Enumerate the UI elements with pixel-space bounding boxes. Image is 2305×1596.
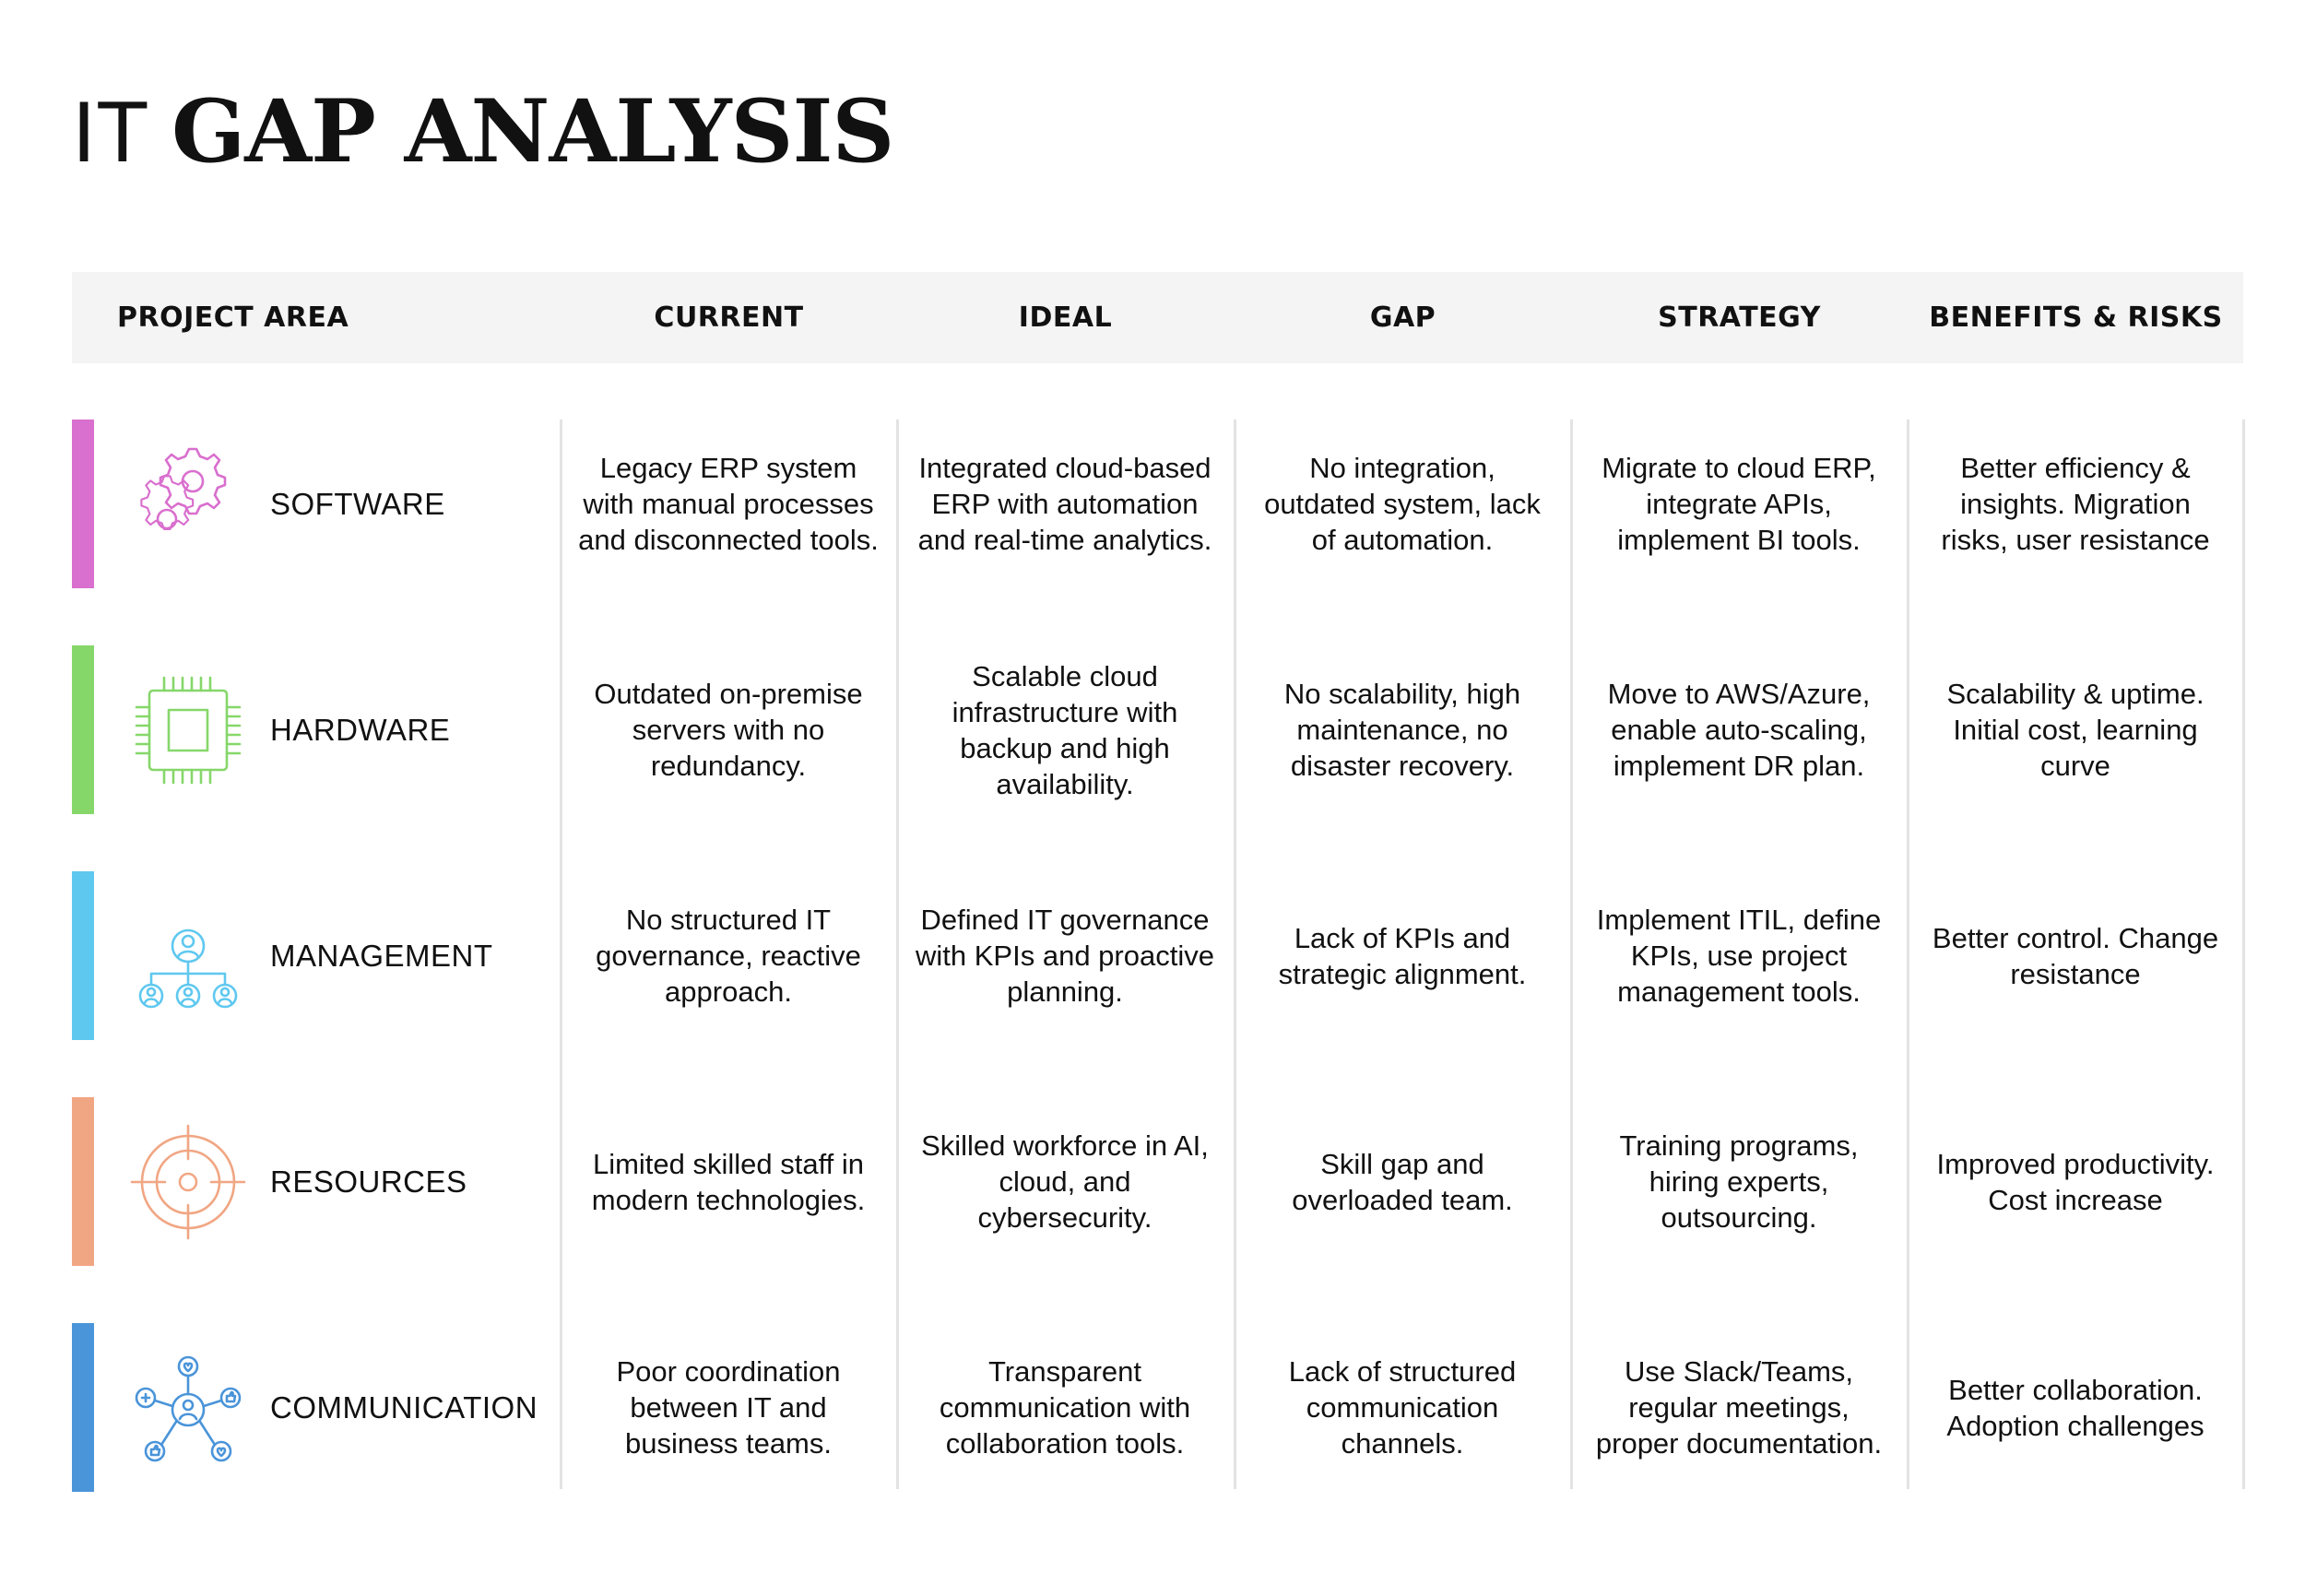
cell-ideal — [913, 420, 1217, 588]
cell-text: Integrated cloud-based ERP with automation and real-time analytics. — [917, 452, 1212, 556]
cell-text: Scalable cloud infrastructure with backup and high availability. — [952, 659, 1178, 800]
cell-gap — [1250, 645, 1554, 814]
cell-benefits-risks — [1923, 420, 2228, 588]
cell-text: Outdated on-premise servers with no redundancy. — [594, 678, 863, 782]
chip-icon — [127, 670, 249, 790]
cell-ideal — [913, 871, 1217, 1040]
gears-icon — [127, 444, 249, 564]
cell-text: Lack of structured communication channels. — [1288, 1355, 1517, 1460]
cell-current — [576, 1097, 881, 1266]
cell-benefits-risks — [1923, 871, 2228, 1040]
row-color-bar — [72, 645, 94, 814]
cell-current — [576, 871, 881, 1040]
row-label: MANAGEMENT — [270, 939, 493, 973]
cell-text: Lack of KPIs and strategic alignment. — [1278, 921, 1527, 990]
cell-text: Improved productivity. Cost increase — [1936, 1147, 2215, 1216]
table-row-communication — [72, 1323, 2243, 1492]
row-label: RESOURCES — [270, 1164, 467, 1199]
target-icon — [127, 1122, 249, 1242]
cell-ideal — [913, 645, 1217, 814]
cell-text: Training programs, hiring experts, outsourcing. — [1619, 1129, 1859, 1234]
cell-ideal — [913, 1097, 1217, 1266]
cell-text: Better collaboration. Adoption challenges — [1946, 1373, 2205, 1442]
row-label: COMMUNICATION — [270, 1390, 538, 1425]
table-row-software — [72, 420, 2243, 588]
cell-text: No scalability, high maintenance, no disaster recovery. — [1283, 678, 1521, 782]
row-color-bar — [72, 1097, 94, 1266]
cell-benefits-risks — [1923, 1323, 2228, 1492]
cell-ideal — [913, 1323, 1217, 1492]
cell-strategy — [1587, 871, 1891, 1040]
cell-text: Skill gap and overloaded team. — [1292, 1147, 1513, 1216]
page-title-bold: GAP ANALYSIS — [171, 81, 894, 183]
cell-text: Migrate to cloud ERP, integrate APIs, implement BI tools. — [1602, 452, 1876, 556]
cell-text: No integration, outdated system, lack of automation. — [1264, 452, 1541, 556]
row-label: HARDWARE — [270, 713, 451, 747]
cell-gap — [1250, 871, 1554, 1040]
row-color-bar — [72, 420, 94, 588]
page-title — [72, 81, 893, 183]
cell-text: Limited skilled staff in modern technologies. — [591, 1147, 866, 1216]
header-ideal: IDEAL — [1018, 301, 1113, 334]
cell-text: Better control. Change resistance — [1932, 921, 2219, 990]
table-row-hardware — [72, 645, 2243, 814]
cell-gap — [1250, 1323, 1554, 1492]
header-current: CURRENT — [654, 301, 804, 334]
header-strategy: STRATEGY — [1658, 301, 1821, 334]
cell-current — [576, 1323, 881, 1492]
org-chart-icon — [127, 896, 249, 1016]
cell-current — [576, 420, 881, 588]
cell-gap — [1250, 420, 1554, 588]
cell-text: Defined IT governance with KPIs and proactive planning. — [916, 904, 1214, 1008]
network-icon — [127, 1348, 249, 1468]
table-row-management — [72, 871, 2243, 1040]
row-color-bar — [72, 1323, 94, 1492]
header-gap: GAP — [1369, 301, 1436, 334]
cell-text: Move to AWS/Azure, enable auto-scaling, implement DR plan. — [1607, 678, 1871, 782]
cell-text: Legacy ERP system with manual processes and disconnected tools. — [578, 452, 879, 556]
table-header — [72, 272, 2243, 363]
cell-current — [576, 645, 881, 814]
cell-text: Use Slack/Teams, regular meetings, proper documentation. — [1595, 1355, 1883, 1460]
header-benefits-risks: BENEFITS & RISKS — [1929, 301, 2223, 334]
cell-strategy — [1587, 420, 1891, 588]
cell-benefits-risks — [1923, 645, 2228, 814]
cell-strategy — [1587, 1097, 1891, 1266]
page-title-light: IT — [72, 83, 148, 180]
cell-text: Scalability & uptime. Initial cost, learning curve — [1946, 678, 2205, 782]
cell-text: Transparent communication with collaboration tools. — [939, 1355, 1191, 1460]
cell-strategy — [1587, 645, 1891, 814]
row-label: SOFTWARE — [270, 487, 445, 521]
table-row-resources — [72, 1097, 2243, 1266]
cell-text: Skilled workforce in AI, cloud, and cybersecurity. — [921, 1129, 1209, 1234]
cell-text: Poor coordination between IT and business teams. — [616, 1355, 841, 1460]
cell-benefits-risks — [1923, 1097, 2228, 1266]
row-color-bar — [72, 871, 94, 1040]
cell-text: Implement ITIL, define KPIs, use project management tools. — [1596, 904, 1882, 1008]
cell-text: No structured IT governance, reactive approach. — [596, 904, 861, 1008]
header-project-area: PROJECT AREA — [117, 301, 349, 334]
cell-text: Better efficiency & insights. Migration risks, user resistance — [1941, 452, 2210, 556]
cell-gap — [1250, 1097, 1554, 1266]
cell-strategy — [1587, 1323, 1891, 1492]
